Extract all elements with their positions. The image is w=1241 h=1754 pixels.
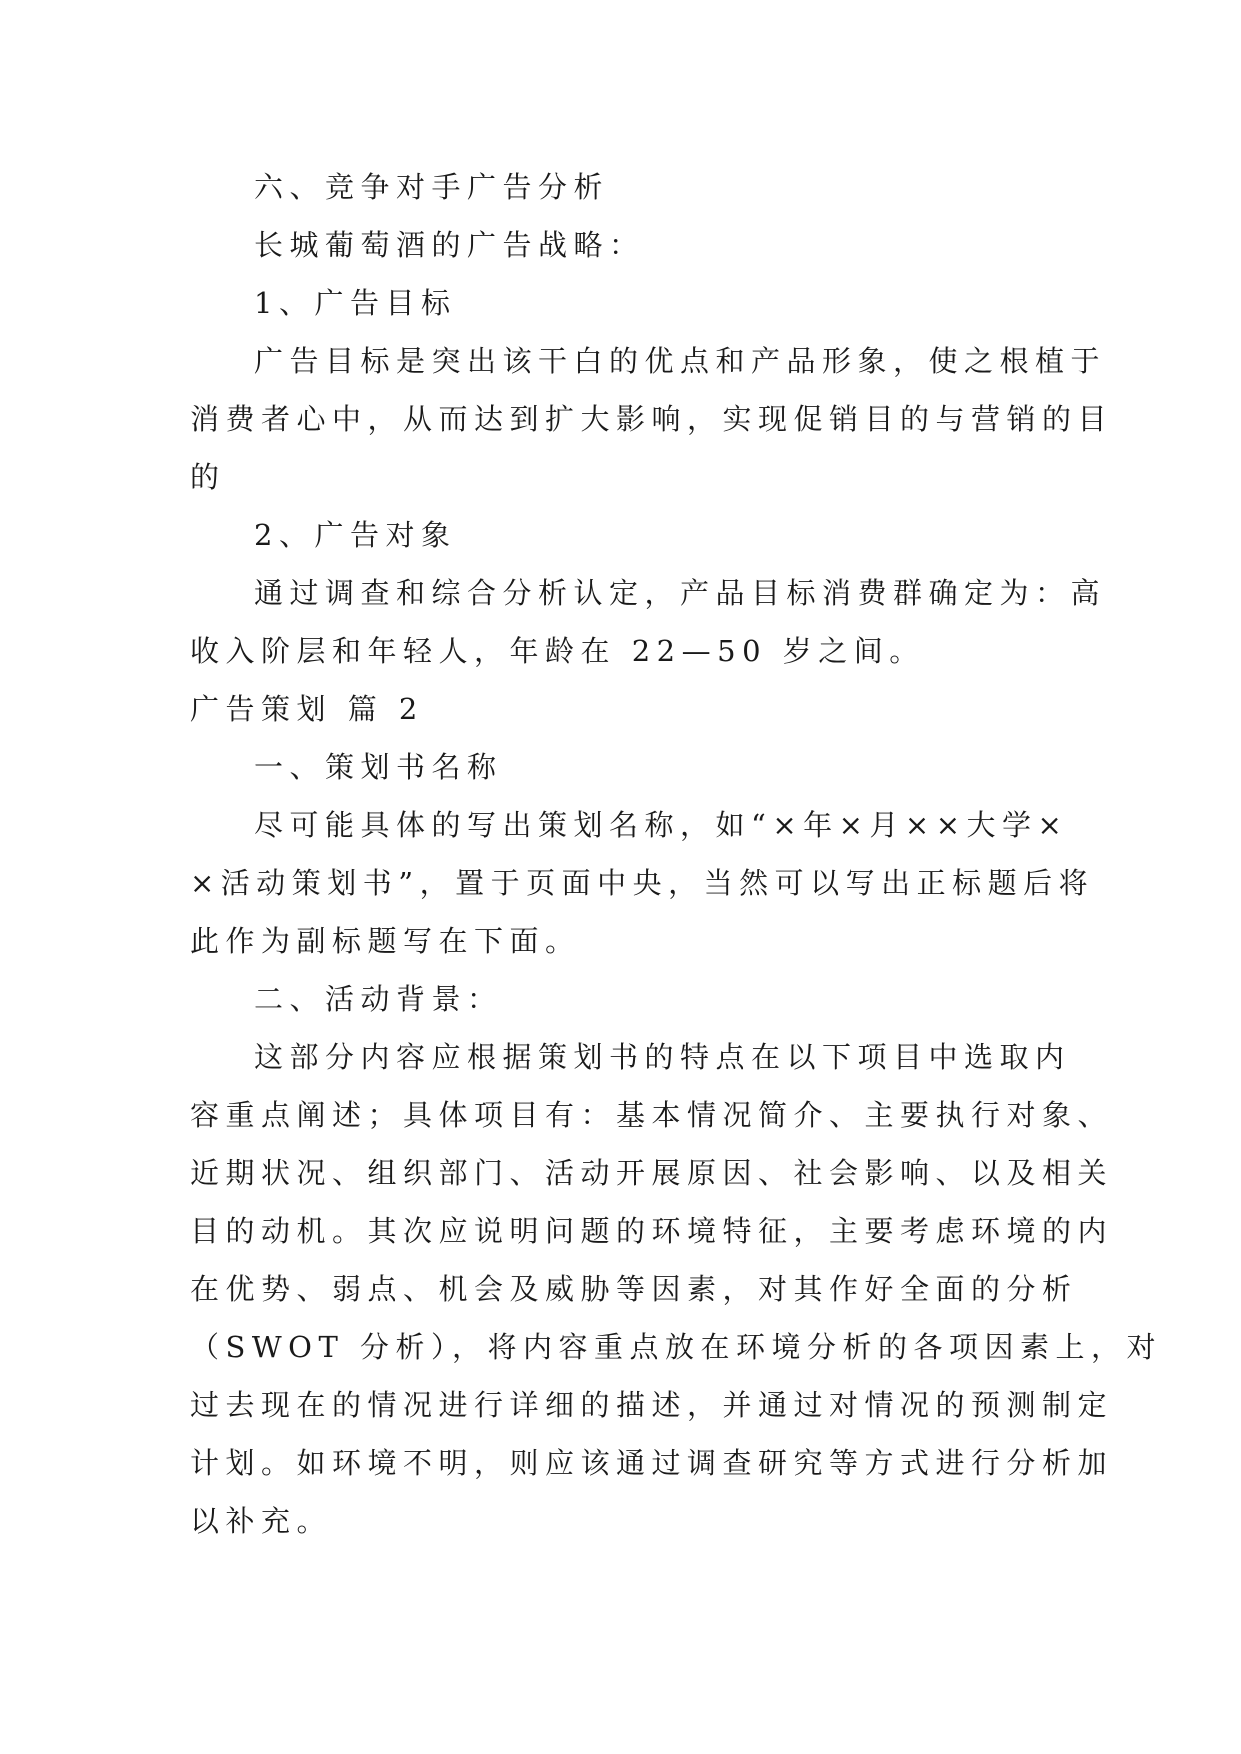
- paragraph-line: 长城葡萄酒的广告战略：: [254, 228, 645, 262]
- paragraph-line: 计划。如环境不明，则应该通过调查研究等方式进行分析加: [190, 1446, 1114, 1480]
- paragraph-line: 消费者心中，从而达到扩大影响，实现促销目的与营销的目: [190, 402, 1114, 436]
- chapter-title: 广告策划 篇 2: [190, 692, 424, 726]
- paragraph-line: 的: [190, 460, 226, 494]
- section-heading: 六、竞争对手广告分析: [254, 170, 610, 204]
- paragraph-line: ×活动策划书”，置于页面中央，当然可以写出正标题后将: [190, 866, 1095, 900]
- paragraph-line: 以补充。: [190, 1504, 333, 1538]
- list-heading: 1、广告目标: [254, 286, 457, 320]
- paragraph-line: 目的动机。其次应说明问题的环境特征，主要考虑环境的内: [190, 1214, 1114, 1248]
- section-heading: 二、活动背景：: [254, 982, 503, 1016]
- paragraph-line: 广告目标是突出该干白的优点和产品形象，使之根植于: [254, 344, 1107, 378]
- paragraph-line: 容重点阐述；具体项目有：基本情况简介、主要执行对象、: [190, 1098, 1114, 1132]
- paragraph-line: 这部分内容应根据策划书的特点在以下项目中选取内: [254, 1040, 1071, 1074]
- paragraph-line: 此作为副标题写在下面。: [190, 924, 581, 958]
- paragraph-line: 近期状况、组织部门、活动开展原因、社会影响、以及相关: [190, 1156, 1114, 1190]
- document-body: [190, 158, 1163, 1550]
- section-heading: 一、策划书名称: [254, 750, 503, 784]
- paragraph-line: 收入阶层和年轻人，年龄在 22—50 岁之间。: [190, 634, 925, 668]
- paragraph-line: （SWOT 分析），将内容重点放在环境分析的各项因素上，对: [190, 1330, 1163, 1364]
- paragraph-line: 在优势、弱点、机会及威胁等因素，对其作好全面的分析: [190, 1272, 1078, 1306]
- paragraph-line: 通过调查和综合分析认定，产品目标消费群确定为：高: [254, 576, 1107, 610]
- paragraph-line: 尽可能具体的写出策划名称，如“×年×月××大学×: [254, 808, 1069, 842]
- list-heading: 2、广告对象: [254, 518, 457, 552]
- paragraph-line: 过去现在的情况进行详细的描述，并通过对情况的预测制定: [190, 1388, 1114, 1422]
